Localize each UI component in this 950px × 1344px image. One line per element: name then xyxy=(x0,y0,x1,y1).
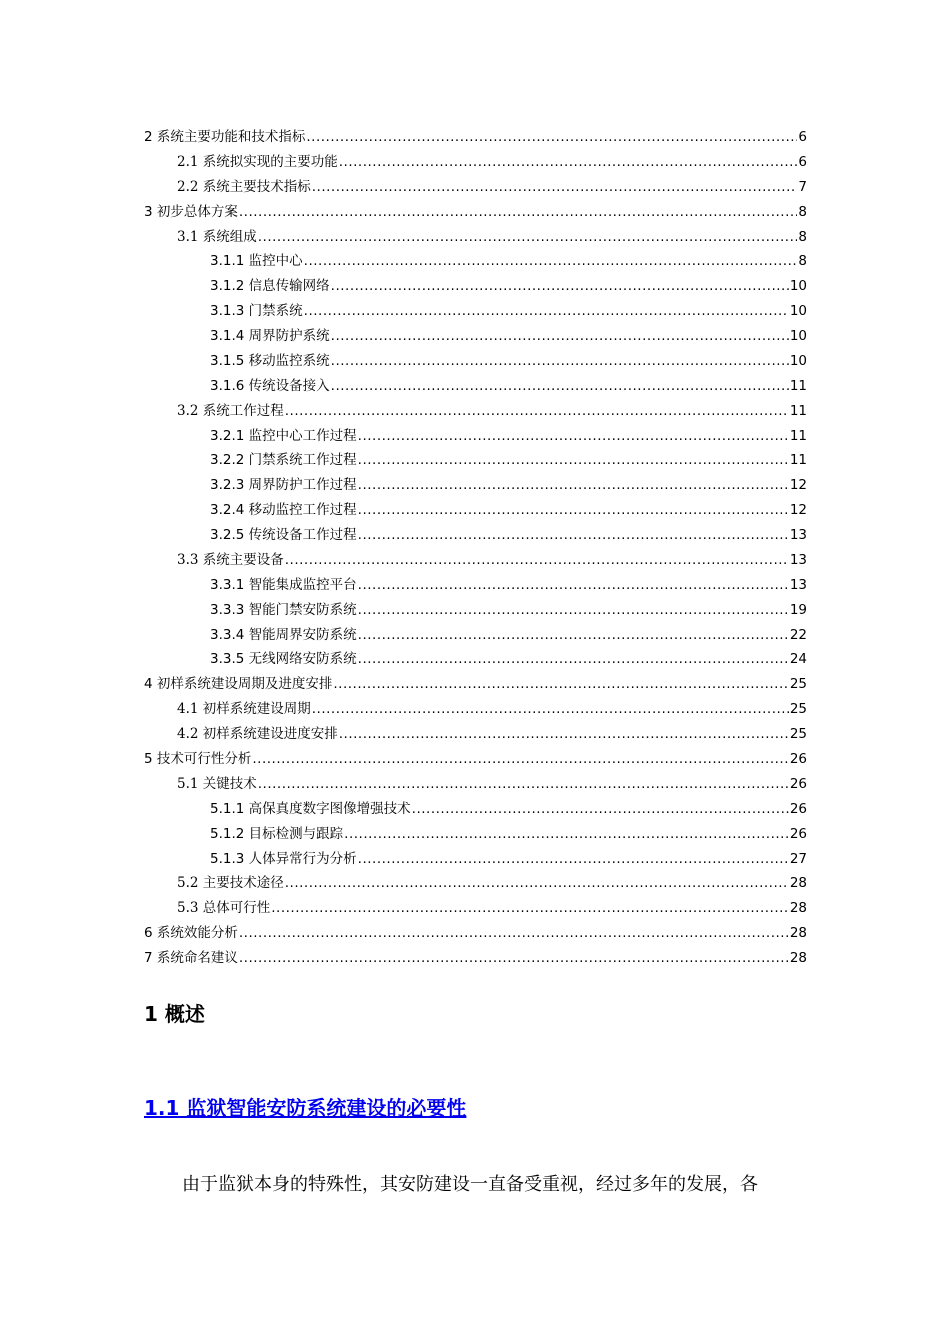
toc-page-number: 12 xyxy=(789,502,807,519)
toc-entry[interactable] xyxy=(177,178,807,196)
toc-page-number: 6 xyxy=(798,129,807,145)
toc-page-number: 26 xyxy=(789,751,807,767)
toc-leader-dots xyxy=(258,228,798,246)
toc-entry[interactable] xyxy=(210,576,807,594)
toc-leader-dots xyxy=(358,526,789,544)
toc-page-number: 19 xyxy=(789,601,807,618)
toc-entry[interactable] xyxy=(144,924,807,942)
toc-entry-title: 3.1.1 监控中心 xyxy=(210,253,303,270)
toc-entry[interactable] xyxy=(210,427,807,445)
toc-entry[interactable] xyxy=(210,800,807,818)
toc-entry[interactable] xyxy=(177,874,807,892)
toc-entry-title: 3.2.4 移动监控工作过程 xyxy=(210,502,357,519)
toc-page-number: 13 xyxy=(789,527,807,544)
toc-entry-title: 3.2.3 周界防护工作过程 xyxy=(210,477,357,494)
toc-entry-title: 3.2.2 门禁系统工作过程 xyxy=(210,452,357,469)
toc-page-number: 11 xyxy=(789,427,807,444)
toc-leader-dots xyxy=(358,476,789,494)
toc-leader-dots xyxy=(333,675,788,693)
toc-leader-dots xyxy=(339,153,798,171)
toc-entry-title: 3 初步总体方案 xyxy=(144,203,238,220)
toc-leader-dots xyxy=(239,203,798,221)
toc-entry-title: 3.2 系统工作过程 xyxy=(177,402,284,419)
toc-entry[interactable] xyxy=(177,700,807,718)
toc-entry-title: 5.1.1 高保真度数字图像增强技术 xyxy=(210,800,411,817)
toc-page-number: 28 xyxy=(789,900,807,917)
section-heading-1-1-link[interactable]: 1.1 监狱智能安防系统建设的必要性 xyxy=(144,1096,467,1120)
toc-leader-dots xyxy=(358,576,789,594)
toc-entry-title: 4.2 初样系统建设进度安排 xyxy=(177,726,338,743)
toc-page-number: 24 xyxy=(789,651,807,668)
toc-entry-title: 5.1 关键技术 xyxy=(177,775,257,792)
toc-leader-dots xyxy=(304,302,789,320)
toc-page-number: 13 xyxy=(789,576,807,593)
toc-entry[interactable] xyxy=(210,501,807,519)
toc-entry-title: 4.1 初样系统建设周期 xyxy=(177,701,311,718)
toc-entry-title: 4 初样系统建设周期及进度安排 xyxy=(144,676,333,693)
toc-leader-dots xyxy=(358,427,789,445)
toc-entry-title: 3.3.3 智能门禁安防系统 xyxy=(210,601,357,618)
toc-page-number: 12 xyxy=(789,477,807,494)
toc-page-number: 28 xyxy=(789,875,807,892)
toc-entry[interactable] xyxy=(210,526,807,544)
toc-leader-dots xyxy=(239,924,789,942)
toc-entry[interactable] xyxy=(210,825,807,843)
toc-entry-title: 2 系统主要功能和技术指标 xyxy=(144,129,306,145)
toc-leader-dots xyxy=(358,501,789,519)
toc-entry-title: 3.3.1 智能集成监控平台 xyxy=(210,576,357,593)
toc-leader-dots xyxy=(285,551,789,569)
toc-entry-title: 3.3.5 无线网络安防系统 xyxy=(210,651,357,668)
toc-leader-dots xyxy=(312,700,789,718)
toc-entry-title: 6 系统效能分析 xyxy=(144,925,238,942)
toc-leader-dots xyxy=(258,775,789,793)
toc-leader-dots xyxy=(331,377,789,395)
toc-entry-title: 3.1.4 周界防护系统 xyxy=(210,328,330,345)
toc-leader-dots xyxy=(331,277,789,295)
toc-leader-dots xyxy=(331,327,789,345)
toc-page-number: 6 xyxy=(798,153,807,170)
toc-entry-title: 3.1 系统组成 xyxy=(177,228,257,245)
toc-entry[interactable] xyxy=(210,277,807,295)
toc-page-number: 26 xyxy=(789,775,807,792)
toc-page-number: 8 xyxy=(798,203,807,220)
toc-entry-title: 3.1.2 信息传输网络 xyxy=(210,278,330,295)
toc-page-number: 10 xyxy=(789,303,807,320)
toc-entry-title: 2.1 系统拟实现的主要功能 xyxy=(177,153,338,170)
toc-page-number: 11 xyxy=(789,402,807,419)
toc-entry[interactable] xyxy=(144,675,807,693)
toc-entry[interactable] xyxy=(177,228,807,246)
toc-entry[interactable] xyxy=(144,750,807,768)
toc-leader-dots xyxy=(358,451,789,469)
section-heading-1: 1 概述 xyxy=(144,1002,205,1026)
toc-entry[interactable] xyxy=(210,377,807,395)
toc-entry[interactable] xyxy=(144,203,807,221)
toc-entry[interactable] xyxy=(177,899,807,917)
toc-leader-dots xyxy=(331,352,789,370)
toc-entry-title: 7 系统命名建议 xyxy=(144,950,238,967)
toc-entry[interactable] xyxy=(177,551,807,569)
toc-page-number: 13 xyxy=(789,551,807,568)
toc-entry[interactable] xyxy=(177,775,807,793)
toc-entry[interactable] xyxy=(210,451,807,469)
toc-page-number: 22 xyxy=(789,626,807,643)
toc-leader-dots xyxy=(271,899,789,917)
toc-page-number: 10 xyxy=(789,328,807,345)
toc-entry[interactable] xyxy=(210,327,807,345)
toc-page-number: 28 xyxy=(789,925,807,942)
toc-leader-dots xyxy=(358,650,789,668)
toc-entry[interactable] xyxy=(210,352,807,370)
toc-page-number: 26 xyxy=(789,825,807,842)
toc-entry[interactable] xyxy=(144,128,807,146)
toc-entry-title: 5.2 主要技术途径 xyxy=(177,875,284,892)
toc-page-number: 25 xyxy=(789,701,807,718)
toc-entry[interactable] xyxy=(210,626,807,644)
toc-leader-dots xyxy=(358,626,789,644)
toc-page-number: 8 xyxy=(798,253,807,270)
body-paragraph: 由于监狱本身的特殊性，其安防建设一直备受重视，经过多年的发展，各 xyxy=(182,1174,758,1195)
toc-entry[interactable] xyxy=(210,302,807,320)
toc-entry-title: 5 技术可行性分析 xyxy=(144,751,252,767)
toc-entry-title: 3.3.4 智能周界安防系统 xyxy=(210,626,357,643)
toc-leader-dots xyxy=(252,750,788,768)
toc-leader-dots xyxy=(304,252,798,270)
toc-leader-dots xyxy=(412,800,789,818)
toc-leader-dots xyxy=(344,825,789,843)
toc-page-number: 10 xyxy=(789,278,807,295)
toc-page-number: 25 xyxy=(789,676,807,693)
toc-entry-title: 5.1.3 人体异常行为分析 xyxy=(210,850,357,867)
toc-entry[interactable] xyxy=(177,725,807,743)
toc-entry[interactable] xyxy=(210,601,807,619)
toc-entry-title: 5.1.2 目标检测与跟踪 xyxy=(210,825,344,842)
toc-entry-title: 3.1.5 移动监控系统 xyxy=(210,352,330,369)
toc-page-number: 10 xyxy=(789,352,807,369)
toc-entry-title: 3.1.3 门禁系统 xyxy=(210,303,303,320)
toc-leader-dots xyxy=(285,402,789,420)
toc-page-number: 8 xyxy=(798,228,807,245)
toc-leader-dots xyxy=(306,128,797,146)
toc-entry[interactable] xyxy=(177,153,807,171)
toc-entry[interactable] xyxy=(177,402,807,420)
toc-page-number: 26 xyxy=(789,800,807,817)
toc-leader-dots xyxy=(358,601,789,619)
toc-page-number: 28 xyxy=(789,950,807,967)
toc-page-number: 7 xyxy=(798,178,807,195)
toc-entry-title: 3.1.6 传统设备接入 xyxy=(210,377,330,394)
toc-page-number: 11 xyxy=(789,377,807,394)
toc-entry-title: 5.3 总体可行性 xyxy=(177,900,271,917)
toc-entry-title: 3.3 系统主要设备 xyxy=(177,551,284,568)
toc-entry-title: 3.2.5 传统设备工作过程 xyxy=(210,527,357,544)
toc-entry-title: 2.2 系统主要技术指标 xyxy=(177,178,311,195)
toc-entry[interactable] xyxy=(210,252,807,270)
toc-leader-dots xyxy=(358,850,789,868)
toc-entry[interactable] xyxy=(144,949,807,967)
toc-leader-dots xyxy=(339,725,789,743)
toc-page-number: 27 xyxy=(789,850,807,867)
toc-entry[interactable] xyxy=(210,850,807,868)
toc-entry[interactable] xyxy=(210,476,807,494)
toc-leader-dots xyxy=(285,874,789,892)
toc-entry[interactable] xyxy=(210,650,807,668)
toc-page-number: 11 xyxy=(789,452,807,469)
toc-leader-dots xyxy=(312,178,798,196)
toc-leader-dots xyxy=(239,949,789,967)
toc-page-number: 25 xyxy=(789,726,807,743)
toc-entry-title: 3.2.1 监控中心工作过程 xyxy=(210,427,357,444)
